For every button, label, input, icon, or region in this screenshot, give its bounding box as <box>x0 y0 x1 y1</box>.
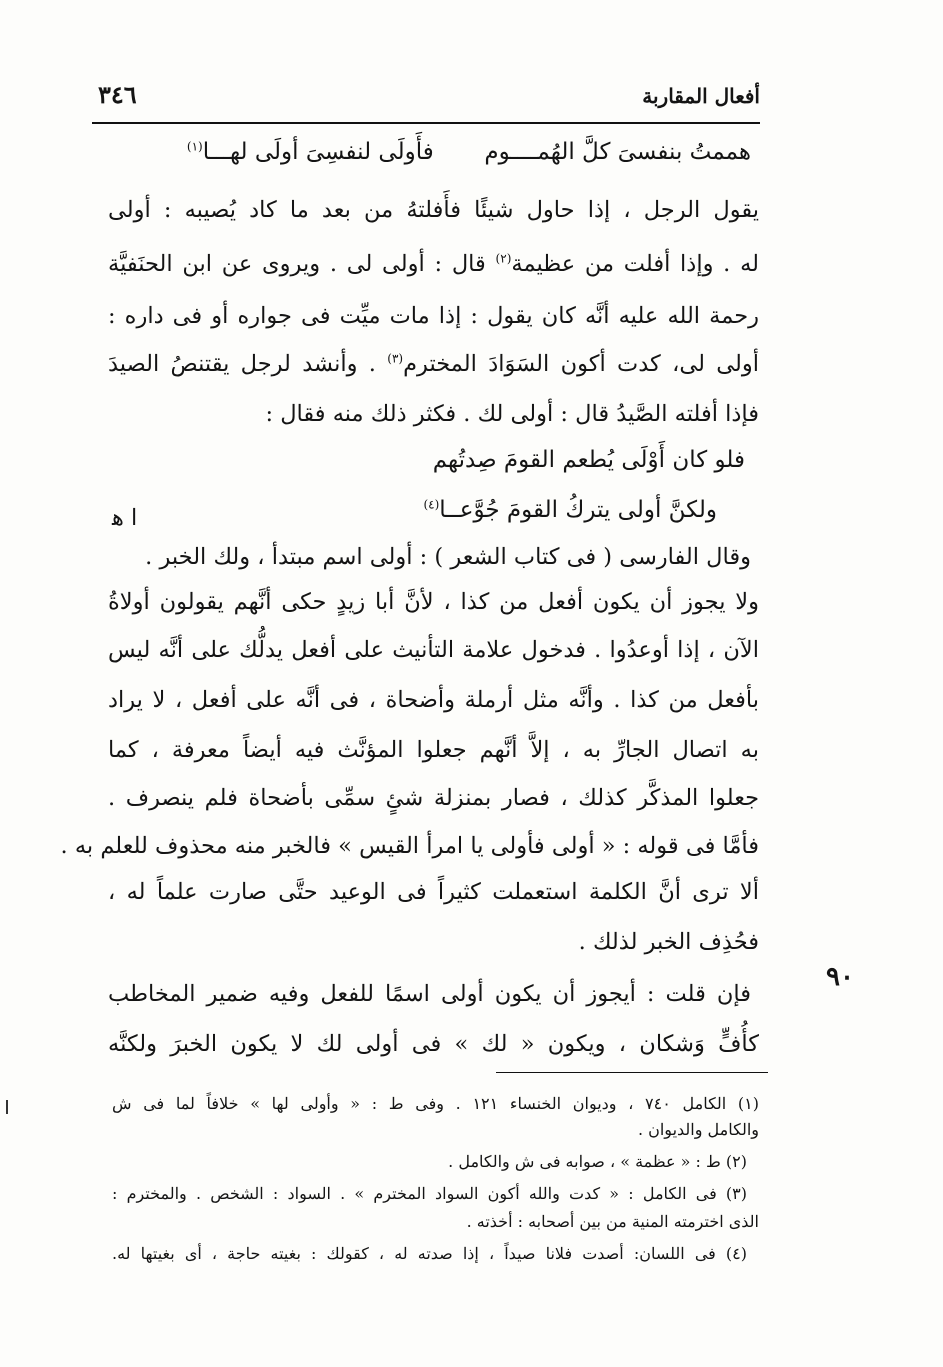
quote-end-mark: ا ﻫ <box>112 505 138 531</box>
footnote-line: (٤) فى اللسان: أصدت فلانا صيداً ، إذا صدته له ، كقولك : بغيته حاجة ، أى بغيتها له. <box>112 1244 747 1263</box>
footnote-line: الذى اخترمته المنية من بين أصحابه : أخذته . <box>466 1212 759 1231</box>
footnote-line: (١) الكامل ٧٤٠ ، وديوان الخنساء ١٢١ . وفى ط : « وأولى لها » خلافاً لما فى ش <box>112 1094 759 1113</box>
footnote-ref-3: (٣) <box>387 351 404 366</box>
body-line: به اتصال الجارِّ به ، إلاَّ أنَّهم جعلوا المؤنَّث فيه أيضاً معرفة ، كما <box>108 737 759 763</box>
body-line: ألا ترى أنَّ الكلمة استعملت كثيراً فى الوعيد حتَّى صارت علماً له ، <box>108 879 759 905</box>
body-line: فحُذِف الخبر لذلك . <box>578 929 759 955</box>
body-line: له . وإذا أفلت من عظيمة$^{(٢)}$ قال : أولى لى . ويروى عن ابن الحنَفيَّة <box>108 251 759 277</box>
body-line: فإن قلت : أيجوز أن يكون أولى اسمًا للفعل وفيه ضمير المخاطب <box>108 981 751 1007</box>
body-line: الآن ، إذا أوعدُوا . فدخول علامة التأنيث على أفعل يدلُّك على أنَّه ليس <box>108 637 759 663</box>
edge-mark <box>6 1100 8 1114</box>
margin-page-number: ٩٠ <box>826 962 854 992</box>
header-rule <box>92 122 760 124</box>
page-number: ٣٤٦ <box>98 80 137 109</box>
verse-1-second-hemistich: فأَولَى لنفسِىَ أولَى لهـــا <box>202 139 434 165</box>
verse-2-line-1: فلو كان أَوْلَى يُطعم القومَ صِدتُهم <box>432 447 745 473</box>
footnote-rule <box>496 1072 768 1073</box>
body-line: بأفعل من كذا . وأنَّه مثل أرملة وأضحاة ، فى أنَّه على أفعل ، لا يراد <box>108 687 759 713</box>
verse-1 <box>187 138 751 167</box>
body-line: فأمَّا فى قوله : « أولى فأولى يا امرأ القيس » فالخبر منه محذوف للعلم به . <box>60 833 759 859</box>
body-line: كأُفٍّ وَشكان ، ويكون « لك » فى أولى لك لا يكون الخبرَ ولكنَّه <box>108 1031 759 1057</box>
footnote-line: (٣) فى الكامل : « كدت والله أكون السواد المخترم » . السواد : الشخص . والمخترم : <box>112 1184 747 1203</box>
running-title: أفعال المقاربة <box>642 84 760 108</box>
verse-1-first-hemistich: هممتُ بنفسىَ كلَّ الهُمــــوم <box>484 139 751 165</box>
body-line: جعلوا المذكَّر كذلك ، فصار بمنزلة شئٍ سمِّى بأضحاة فلم ينصرف . <box>108 785 759 811</box>
body-line: ولا يجوز أن يكون أفعل من كذا ، لأنَّ أبا زيدٍ حكى أنَّهم يقولون أولاةُ <box>108 589 759 615</box>
footnote-ref-4: (٤) <box>423 497 440 512</box>
footnote-ref-1: (١) <box>186 139 203 154</box>
footnote-line: والكامل والديوان . <box>637 1120 759 1139</box>
body-line: يقول الرجل ، إذا حاول شيئًا فأَفلتهُ من بعد ما كاد يُصيبه : أولى <box>108 197 759 223</box>
body-line: رحمة الله عليه أنَّه كان يقول : إذا مات ميِّت فى جواره أو فى داره : <box>108 303 759 329</box>
body-line: وقال الفارسى ( فى كتاب الشعر ) : أولى اسم مبتدأ ، ولك الخبر . <box>145 544 751 570</box>
footnote-ref-2: (٢) <box>495 251 512 266</box>
footnote-line: (٢) ط : « عظمة » ، صوابه فى ش والكامل . <box>448 1152 747 1171</box>
body-line: أولى لى، كدت أكون السَوَادَ المخترم$^{(٣)}$ . وأنشد لرجل يقتنصُ الصيدَ <box>108 351 759 377</box>
page-header <box>92 72 760 124</box>
body-line: فإذا أفلته الصَّيدُ قال : أولى لك . فكثر ذلك منه فقال : <box>265 401 759 427</box>
verse-2-line-2: ولكنَّ أولى يتركُ القومَ جُوَّعــا$^{(٤)}$ <box>423 497 717 523</box>
